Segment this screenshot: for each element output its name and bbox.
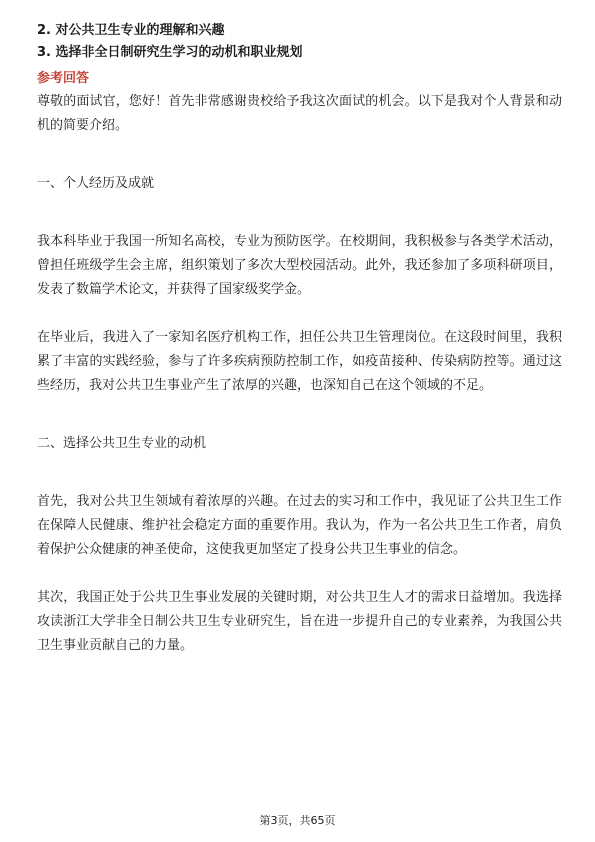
- document-body: [37, 20, 562, 658]
- page-footer: 第3页，共65页: [259, 814, 336, 827]
- list-item-3: 3. 选择非全日制研究生学习的动机和职业规划: [37, 45, 303, 60]
- intro-paragraph: 尊敬的面试官，您好！首先非常感谢贵校给予我这次面试的机会。以下是我对个人背景和动机的简要介绍。: [37, 94, 562, 133]
- reference-answer-heading: 参考回答: [37, 71, 90, 86]
- section-1-paragraph-1: 我本科毕业于我国一所知名高校，专业为预防医学。在校期间，我积极参与各类学术活动，曾担任班级学生会主席，组织策划了多次大型校园活动。此外，我还参加了多项科研项目，发表了数篇学术论文，并获得了国家级奖学金。: [37, 234, 562, 297]
- list-item-2: 2. 对公共卫生专业的理解和兴趣: [37, 23, 225, 38]
- section-2-title: 二、选择公共卫生专业的动机: [37, 436, 207, 451]
- section-2-paragraph-2: 其次，我国正处于公共卫生事业发展的关键时期，对公共卫生人才的需求日益增加。我选择攻读浙江大学非全日制公共卫生专业研究生，旨在进一步提升自己的专业素养，为我国公共卫生事业贡献自己的力量。: [37, 590, 562, 653]
- section-2-paragraph-1: 首先，我对公共卫生领域有着浓厚的兴趣。在过去的实习和工作中，我见证了公共卫生工作在保障人民健康、维护社会稳定方面的重要作用。我认为，作为一名公共卫生工作者，肩负着保护公众健康的神圣使命，这使我更加坚定了投身公共卫生事业的信念。: [37, 494, 562, 557]
- section-1-title: 一、个人经历及成就: [37, 176, 155, 191]
- section-1-paragraph-2: 在毕业后，我进入了一家知名医疗机构工作，担任公共卫生管理岗位。在这段时间里，我积累了丰富的实践经验，参与了许多疾病预防控制工作，如疫苗接种、传染病防控等。通过这些经历，我对公共卫生事业产生了浓厚的兴趣，也深知自己在这个领域的不足。: [37, 330, 562, 393]
